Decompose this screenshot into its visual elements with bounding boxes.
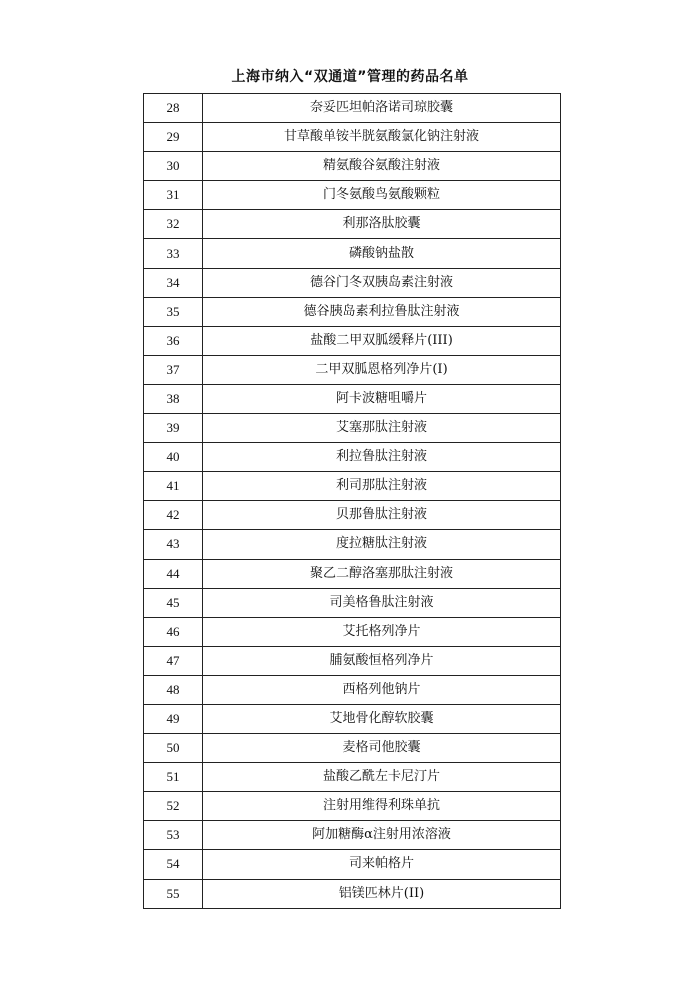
row-number-cell: 28 xyxy=(144,94,203,123)
drug-name-cell: 二甲双胍恩格列净片(Ⅰ) xyxy=(203,355,561,384)
table-row xyxy=(144,617,561,646)
table-row xyxy=(144,152,561,181)
table-row xyxy=(144,268,561,297)
row-number-cell: 50 xyxy=(144,734,203,763)
drug-name-cell: 利司那肽注射液 xyxy=(203,472,561,501)
table-row xyxy=(144,763,561,792)
drug-name-cell: 利那洛肽胶囊 xyxy=(203,210,561,239)
drug-list-table xyxy=(143,93,561,909)
row-number-cell: 37 xyxy=(144,355,203,384)
row-number-cell: 39 xyxy=(144,414,203,443)
row-number-cell: 34 xyxy=(144,268,203,297)
row-number-cell: 41 xyxy=(144,472,203,501)
table-row xyxy=(144,588,561,617)
table-row xyxy=(144,530,561,559)
drug-name-cell: 麦格司他胶囊 xyxy=(203,734,561,763)
table-row xyxy=(144,414,561,443)
table-row xyxy=(144,850,561,879)
page-title: 上海市纳入“双通道”管理的药品名单 xyxy=(231,69,469,85)
drug-name-cell: 度拉糖肽注射液 xyxy=(203,530,561,559)
row-number-cell: 54 xyxy=(144,850,203,879)
row-number-cell: 32 xyxy=(144,210,203,239)
table-row xyxy=(144,704,561,733)
row-number-cell: 45 xyxy=(144,588,203,617)
row-number-cell: 35 xyxy=(144,297,203,326)
row-number-cell: 48 xyxy=(144,675,203,704)
row-number-cell: 38 xyxy=(144,384,203,413)
row-number-cell: 36 xyxy=(144,326,203,355)
row-number-cell: 53 xyxy=(144,821,203,850)
drug-name-cell: 脯氨酸恒格列净片 xyxy=(203,646,561,675)
drug-name-cell: 德谷门冬双胰岛素注射液 xyxy=(203,268,561,297)
row-number-cell: 55 xyxy=(144,879,203,908)
drug-list-body xyxy=(144,94,561,909)
table-row xyxy=(144,443,561,472)
drug-name-cell: 艾托格列净片 xyxy=(203,617,561,646)
table-row xyxy=(144,646,561,675)
row-number-cell: 51 xyxy=(144,763,203,792)
drug-name-cell: 铝镁匹林片(II) xyxy=(203,879,561,908)
table-row xyxy=(144,675,561,704)
row-number-cell: 42 xyxy=(144,501,203,530)
row-number-cell: 52 xyxy=(144,792,203,821)
table-row xyxy=(144,210,561,239)
drug-name-cell: 门冬氨酸鸟氨酸颗粒 xyxy=(203,181,561,210)
table-row xyxy=(144,559,561,588)
table-row xyxy=(144,472,561,501)
row-number-cell: 43 xyxy=(144,530,203,559)
table-row xyxy=(144,181,561,210)
table-row xyxy=(144,821,561,850)
row-number-cell: 46 xyxy=(144,617,203,646)
table-row xyxy=(144,94,561,123)
row-number-cell: 47 xyxy=(144,646,203,675)
drug-name-cell: 西格列他钠片 xyxy=(203,675,561,704)
drug-name-cell: 司美格鲁肽注射液 xyxy=(203,588,561,617)
table-row xyxy=(144,734,561,763)
drug-name-cell: 德谷胰岛素利拉鲁肽注射液 xyxy=(203,297,561,326)
drug-name-cell: 阿加糖酶α注射用浓溶液 xyxy=(203,821,561,850)
drug-name-cell: 精氨酸谷氨酸注射液 xyxy=(203,152,561,181)
drug-name-cell: 艾塞那肽注射液 xyxy=(203,414,561,443)
drug-name-cell: 司来帕格片 xyxy=(203,850,561,879)
table-row xyxy=(144,326,561,355)
row-number-cell: 49 xyxy=(144,704,203,733)
drug-name-cell: 注射用维得利珠单抗 xyxy=(203,792,561,821)
table-row xyxy=(144,792,561,821)
drug-name-cell: 盐酸乙酰左卡尼汀片 xyxy=(203,763,561,792)
drug-name-cell: 磷酸钠盐散 xyxy=(203,239,561,268)
drug-name-cell: 聚乙二醇洛塞那肽注射液 xyxy=(203,559,561,588)
row-number-cell: 29 xyxy=(144,123,203,152)
table-row xyxy=(144,239,561,268)
row-number-cell: 44 xyxy=(144,559,203,588)
drug-name-cell: 利拉鲁肽注射液 xyxy=(203,443,561,472)
table-row xyxy=(144,384,561,413)
row-number-cell: 40 xyxy=(144,443,203,472)
table-row xyxy=(144,123,561,152)
drug-name-cell: 奈妥匹坦帕洛诺司琼胶囊 xyxy=(203,94,561,123)
table-row xyxy=(144,879,561,908)
table-row xyxy=(144,297,561,326)
drug-name-cell: 艾地骨化醇软胶囊 xyxy=(203,704,561,733)
row-number-cell: 31 xyxy=(144,181,203,210)
row-number-cell: 33 xyxy=(144,239,203,268)
table-row xyxy=(144,501,561,530)
drug-name-cell: 甘草酸单铵半胱氨酸氯化钠注射液 xyxy=(203,123,561,152)
row-number-cell: 30 xyxy=(144,152,203,181)
drug-name-cell: 阿卡波糖咀嚼片 xyxy=(203,384,561,413)
drug-name-cell: 盐酸二甲双胍缓释片(III) xyxy=(203,326,561,355)
table-row xyxy=(144,355,561,384)
drug-name-cell: 贝那鲁肽注射液 xyxy=(203,501,561,530)
